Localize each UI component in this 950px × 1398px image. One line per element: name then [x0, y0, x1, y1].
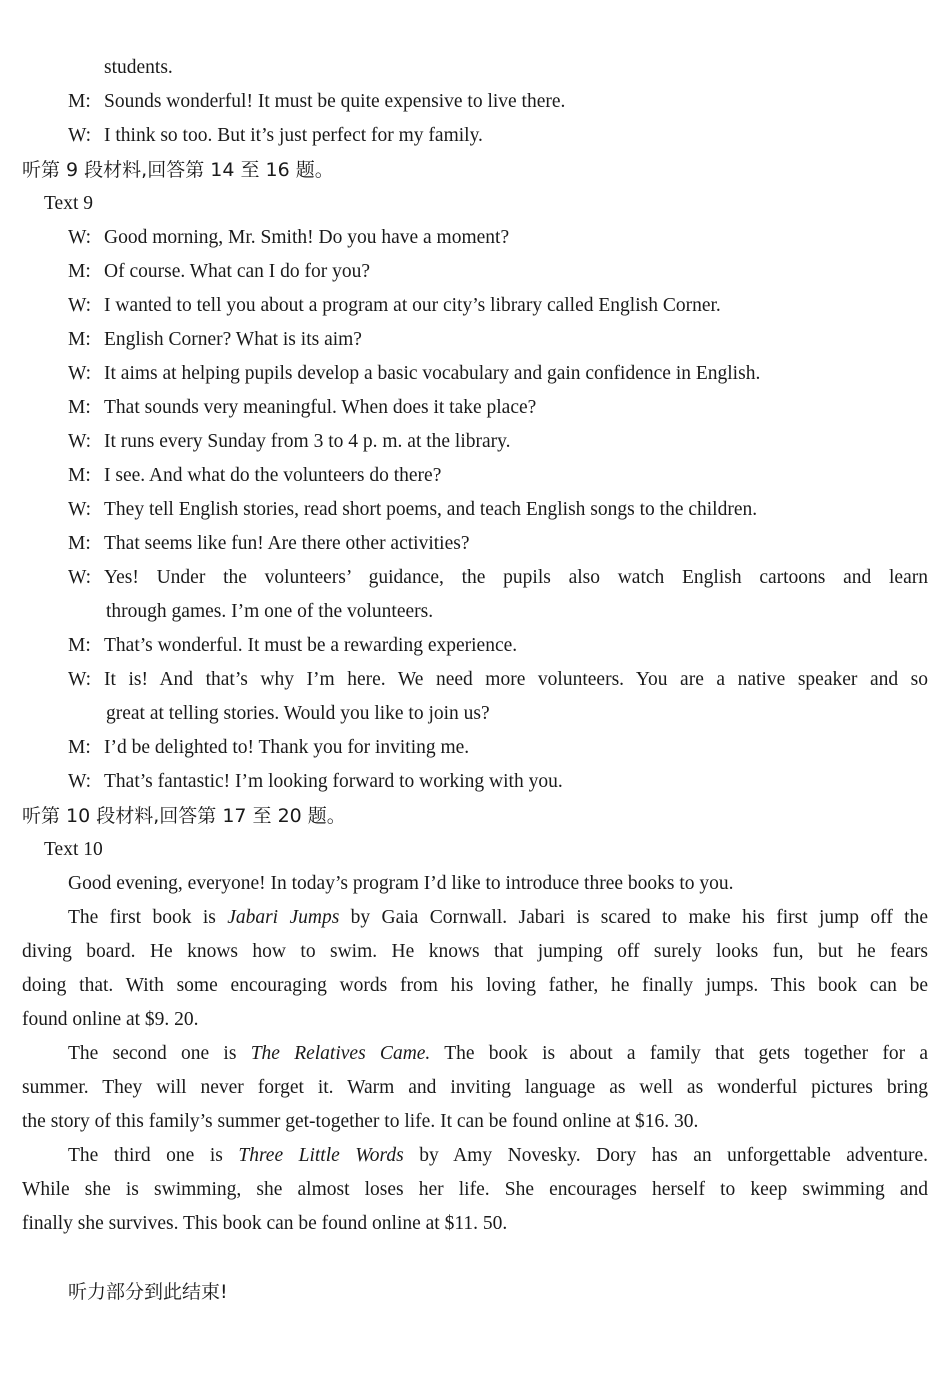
speaker-label: M: [68, 91, 91, 112]
dialogue-line-continuation: great at telling stories. Would you like to join us? [106, 703, 490, 724]
text8-last-line-continuation: students. [104, 57, 173, 78]
dialogue-line [68, 770, 563, 794]
dialogue-line [68, 668, 928, 692]
dialogue-text: That sounds very meaningful. When does it take place? [104, 397, 537, 418]
dialogue-line [68, 498, 757, 522]
speaker-label: M: [68, 261, 91, 282]
text8-dialogue-line [68, 90, 565, 114]
speaker-label: W: [68, 669, 92, 690]
dialogue-text: I see. And what do the volunteers do there? [104, 465, 442, 486]
dialogue-line [68, 430, 511, 454]
speaker-label: M: [68, 737, 91, 758]
speaker-label: W: [68, 771, 92, 792]
text-run: The book is about a family that gets together for a [430, 1043, 928, 1064]
dialogue-line [68, 736, 469, 760]
listening-end-notice: 听力部分到此结束! [68, 1281, 228, 1303]
dialogue-line [68, 634, 517, 658]
dialogue-text: Of course. What can I do for you? [104, 261, 371, 282]
dialogue-line [68, 260, 370, 284]
dialogue-line [68, 328, 362, 352]
dialogue-line [68, 532, 469, 556]
speaker-label: W: [68, 363, 92, 384]
text-run: The third one is [68, 1145, 239, 1166]
dialogue-text: That’s fantastic! I’m looking forward to working with you. [104, 771, 563, 792]
dialogue-text: I think so too. But it’s just perfect for my family. [104, 125, 483, 146]
dialogue-text: It is! And that’s why I’m here. We need more volunteers. You are a native speaker and so [104, 669, 928, 690]
dialogue-line [68, 294, 721, 318]
book3-paragraph-line: While she is swimming, she almost loses her life. She encourages herself to keep swimming and [22, 1179, 928, 1200]
speaker-label: W: [68, 567, 92, 588]
book1-paragraph-line: doing that. With some encouraging words from his loving father, he finally jumps. This book can be [22, 975, 928, 996]
section9-instruction: 听第 9 段材料,回答第 14 至 16 题。 [22, 159, 334, 181]
text8-dialogue-line [68, 124, 483, 148]
book-title: Three Little Words [238, 1145, 404, 1166]
text-run: The second one is [68, 1043, 251, 1064]
book-title: The Relatives Came. [250, 1043, 431, 1064]
text-run: by Gaia Cornwall. Jabari is scared to make his first jump off the [339, 907, 928, 928]
book2-paragraph-line: the story of this family’s summer get-together to life. It can be found online at $16. 30. [22, 1111, 699, 1132]
dialogue-text: They tell English stories, read short poems, and teach English songs to the children. [104, 499, 758, 520]
speaker-label: W: [68, 125, 92, 146]
speaker-label: M: [68, 465, 91, 486]
speaker-label: M: [68, 533, 91, 554]
book2-paragraph-line [68, 1042, 928, 1066]
dialogue-text: That seems like fun! Are there other activities? [104, 533, 470, 554]
speaker-label: W: [68, 499, 92, 520]
speaker-label: W: [68, 431, 92, 452]
book1-paragraph-line: found online at $9. 20. [22, 1009, 199, 1030]
dialogue-line [68, 566, 928, 590]
dialogue-text: I wanted to tell you about a program at our city’s library called English Corner. [104, 295, 721, 316]
dialogue-text: It aims at helping pupils develop a basic vocabulary and gain confidence in English. [104, 363, 761, 384]
dialogue-text: That’s wonderful. It must be a rewarding experience. [104, 635, 518, 656]
dialogue-text: It runs every Sunday from 3 to 4 p. m. at the library. [104, 431, 511, 452]
book3-paragraph-line [68, 1144, 928, 1168]
text-run: The first book is [68, 907, 228, 928]
speaker-label: W: [68, 295, 92, 316]
book2-paragraph-line: summer. They will never forget it. Warm and inviting language as well as wonderful pictures bring [22, 1077, 928, 1098]
dialogue-line [68, 362, 760, 386]
book1-paragraph-line: diving board. He knows how to swim. He knows that jumping off surely looks fun, but he fears [22, 941, 928, 962]
section10-instruction: 听第 10 段材料,回答第 17 至 20 题。 [22, 805, 346, 827]
dialogue-line [68, 464, 441, 488]
dialogue-text: English Corner? What is its aim? [104, 329, 362, 350]
text-run: by Amy Novesky. Dory has an unforgettable adventure. [403, 1145, 928, 1166]
dialogue-line-continuation: through games. I’m one of the volunteers. [106, 601, 434, 622]
monologue-intro: Good evening, everyone! In today’s program I’d like to introduce three books to you. [68, 873, 734, 894]
speaker-label: M: [68, 397, 91, 418]
dialogue-text: Yes! Under the volunteers’ guidance, the pupils also watch English cartoons and learn [104, 567, 928, 588]
book1-paragraph-line [68, 906, 928, 930]
book3-paragraph-line: finally she survives. This book can be found online at $11. 50. [22, 1213, 508, 1234]
dialogue-text: I’d be delighted to! Thank you for inviting me. [104, 737, 470, 758]
dialogue-text: Good morning, Mr. Smith! Do you have a moment? [104, 227, 510, 248]
book-title: Jabari Jumps [227, 907, 340, 928]
dialogue-line [68, 396, 536, 420]
section10-heading: Text 10 [44, 839, 103, 860]
speaker-label: M: [68, 635, 91, 656]
speaker-label: M: [68, 329, 91, 350]
speaker-label: W: [68, 227, 92, 248]
dialogue-text: Sounds wonderful! It must be quite expensive to live there. [104, 91, 566, 112]
section9-heading: Text 9 [44, 193, 93, 214]
dialogue-line [68, 226, 509, 250]
